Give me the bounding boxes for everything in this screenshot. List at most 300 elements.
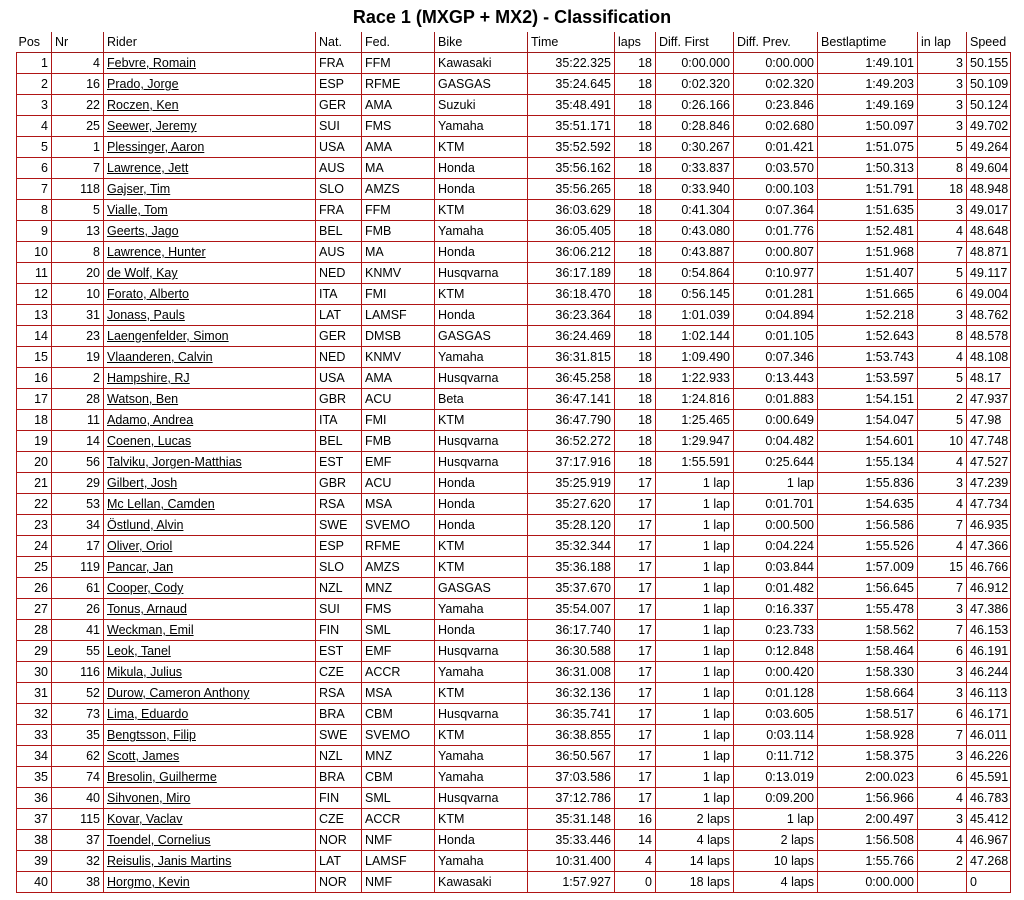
speed-cell: 47.98	[967, 410, 1011, 431]
rider-link[interactable]: Bresolin, Guilherme	[107, 770, 217, 784]
rider-cell	[104, 74, 316, 95]
rider-cell	[104, 851, 316, 872]
speed-cell: 47.748	[967, 431, 1011, 452]
table-row	[17, 200, 1011, 221]
nr-cell: 116	[52, 662, 104, 683]
laps-cell: 18	[615, 368, 656, 389]
fed-cell: LAMSF	[362, 305, 435, 326]
diff-first-cell: 1:22.933	[656, 368, 734, 389]
bike-cell: KTM	[435, 410, 528, 431]
fed-cell: AMA	[362, 368, 435, 389]
bestlaptime-cell: 0:00.000	[818, 872, 918, 893]
in-lap-cell: 6	[918, 284, 967, 305]
diff-first-cell: 4 laps	[656, 830, 734, 851]
pos-cell: 4	[17, 116, 52, 137]
time-cell: 36:17.189	[528, 263, 615, 284]
laps-cell: 17	[615, 515, 656, 536]
pos-cell: 19	[17, 431, 52, 452]
diff-first-cell: 0:33.837	[656, 158, 734, 179]
table-row	[17, 809, 1011, 830]
nr-cell: 32	[52, 851, 104, 872]
time-cell: 36:50.567	[528, 746, 615, 767]
pos-cell: 10	[17, 242, 52, 263]
diff-prev-cell: 0:01.482	[734, 578, 818, 599]
laps-cell: 17	[615, 725, 656, 746]
rider-cell	[104, 368, 316, 389]
fed-cell: RFME	[362, 74, 435, 95]
diff-first-cell: 1:29.947	[656, 431, 734, 452]
rider-cell	[104, 494, 316, 515]
rider-cell	[104, 53, 316, 74]
rider-link[interactable]: Lawrence, Jett	[107, 161, 189, 175]
diff-prev-cell: 0:01.701	[734, 494, 818, 515]
bike-cell: KTM	[435, 137, 528, 158]
rider-link[interactable]: Pancar, Jan	[107, 560, 174, 574]
rider-link[interactable]: Gajser, Tim	[107, 182, 171, 196]
laps-cell: 18	[615, 452, 656, 473]
nr-cell: 28	[52, 389, 104, 410]
bike-cell: Honda	[435, 620, 528, 641]
bestlaptime-cell: 1:51.968	[818, 242, 918, 263]
pos-cell: 34	[17, 746, 52, 767]
diff-first-cell: 1 lap	[656, 473, 734, 494]
pos-cell: 35	[17, 767, 52, 788]
speed-cell: 47.386	[967, 599, 1011, 620]
speed-cell: 0	[967, 872, 1011, 893]
speed-cell: 49.017	[967, 200, 1011, 221]
fed-cell: MNZ	[362, 578, 435, 599]
in-lap-cell: 6	[918, 704, 967, 725]
pos-cell: 36	[17, 788, 52, 809]
nat-cell: FIN	[316, 620, 362, 641]
nr-cell: 41	[52, 620, 104, 641]
table-row	[17, 746, 1011, 767]
time-cell: 35:31.148	[528, 809, 615, 830]
fed-cell: FMI	[362, 284, 435, 305]
nat-cell: EST	[316, 641, 362, 662]
pos-cell: 30	[17, 662, 52, 683]
in-lap-cell: 7	[918, 578, 967, 599]
diff-prev-cell: 0:10.977	[734, 263, 818, 284]
rider-cell	[104, 116, 316, 137]
pos-cell: 14	[17, 326, 52, 347]
nat-cell: NZL	[316, 746, 362, 767]
rider-link[interactable]: Seewer, Jeremy	[107, 119, 197, 133]
rider-link[interactable]: Sihvonen, Miro	[107, 791, 191, 805]
diff-first-cell: 1 lap	[656, 788, 734, 809]
bike-cell: Beta	[435, 389, 528, 410]
in-lap-cell: 5	[918, 263, 967, 284]
nr-cell: 23	[52, 326, 104, 347]
nr-cell: 56	[52, 452, 104, 473]
time-cell: 35:54.007	[528, 599, 615, 620]
diff-prev-cell: 0:12.848	[734, 641, 818, 662]
bestlaptime-cell: 1:58.464	[818, 641, 918, 662]
fed-cell: CBM	[362, 767, 435, 788]
rider-link[interactable]: Plessinger, Aaron	[107, 140, 205, 154]
rider-cell	[104, 284, 316, 305]
column-header-nat: Nat.	[316, 32, 362, 53]
bike-cell: Honda	[435, 830, 528, 851]
rider-link[interactable]: Lawrence, Hunter	[107, 245, 206, 259]
pos-cell: 31	[17, 683, 52, 704]
rider-link[interactable]: Cooper, Cody	[107, 581, 184, 595]
rider-link[interactable]: Jonass, Pauls	[107, 308, 185, 322]
rider-link[interactable]: Oliver, Oriol	[107, 539, 173, 553]
fed-cell: FMB	[362, 221, 435, 242]
time-cell: 35:33.446	[528, 830, 615, 851]
rider-link[interactable]: Laengenfelder, Simon	[107, 329, 229, 343]
fed-cell: CBM	[362, 704, 435, 725]
pos-cell: 11	[17, 263, 52, 284]
nr-cell: 13	[52, 221, 104, 242]
nat-cell: SUI	[316, 599, 362, 620]
pos-cell: 23	[17, 515, 52, 536]
in-lap-cell: 2	[918, 851, 967, 872]
diff-prev-cell: 0:00.000	[734, 53, 818, 74]
rider-link[interactable]: Lima, Eduardo	[107, 707, 189, 721]
nr-cell: 118	[52, 179, 104, 200]
fed-cell: ACU	[362, 473, 435, 494]
bestlaptime-cell: 1:56.586	[818, 515, 918, 536]
pos-cell: 21	[17, 473, 52, 494]
bestlaptime-cell: 1:57.009	[818, 557, 918, 578]
pos-cell: 1	[17, 53, 52, 74]
diff-prev-cell: 0:23.846	[734, 95, 818, 116]
diff-prev-cell: 0:13.443	[734, 368, 818, 389]
nat-cell: NOR	[316, 872, 362, 893]
table-row	[17, 641, 1011, 662]
diff-prev-cell: 0:00.420	[734, 662, 818, 683]
table-row	[17, 221, 1011, 242]
laps-cell: 18	[615, 326, 656, 347]
fed-cell: RFME	[362, 536, 435, 557]
rider-link[interactable]: Östlund, Alvin	[107, 518, 184, 532]
rider-cell	[104, 410, 316, 431]
table-row	[17, 242, 1011, 263]
laps-cell: 18	[615, 431, 656, 452]
rider-cell	[104, 599, 316, 620]
diff-prev-cell: 0:03.114	[734, 725, 818, 746]
nr-cell: 115	[52, 809, 104, 830]
nat-cell: GBR	[316, 473, 362, 494]
in-lap-cell: 6	[918, 641, 967, 662]
column-header-rider: Rider	[104, 32, 316, 53]
pos-cell: 24	[17, 536, 52, 557]
nr-cell: 52	[52, 683, 104, 704]
bestlaptime-cell: 1:58.375	[818, 746, 918, 767]
speed-cell: 45.412	[967, 809, 1011, 830]
column-header-speed: Speed	[967, 32, 1011, 53]
bestlaptime-cell: 1:58.928	[818, 725, 918, 746]
bike-cell: KTM	[435, 284, 528, 305]
bike-cell: Husqvarna	[435, 368, 528, 389]
pos-cell: 8	[17, 200, 52, 221]
diff-first-cell: 0:00.000	[656, 53, 734, 74]
pos-cell: 13	[17, 305, 52, 326]
table-row	[17, 410, 1011, 431]
nat-cell: USA	[316, 137, 362, 158]
nr-cell: 11	[52, 410, 104, 431]
column-header-in-lap: in lap	[918, 32, 967, 53]
nr-cell: 38	[52, 872, 104, 893]
rider-cell	[104, 242, 316, 263]
diff-prev-cell: 0:03.570	[734, 158, 818, 179]
pos-cell: 26	[17, 578, 52, 599]
bike-cell: Kawasaki	[435, 872, 528, 893]
table-row	[17, 137, 1011, 158]
rider-cell	[104, 452, 316, 473]
laps-cell: 17	[615, 704, 656, 725]
laps-cell: 17	[615, 557, 656, 578]
rider-link[interactable]: Horgmo, Kevin	[107, 875, 190, 889]
rider-cell	[104, 704, 316, 725]
in-lap-cell: 7	[918, 620, 967, 641]
nr-cell: 73	[52, 704, 104, 725]
rider-link[interactable]: Vlaanderen, Calvin	[107, 350, 213, 364]
rider-link[interactable]: Talviku, Jorgen-Matthias	[107, 455, 242, 469]
bestlaptime-cell: 1:58.664	[818, 683, 918, 704]
in-lap-cell: 3	[918, 200, 967, 221]
diff-prev-cell: 0:04.224	[734, 536, 818, 557]
diff-prev-cell: 0:01.105	[734, 326, 818, 347]
in-lap-cell: 3	[918, 116, 967, 137]
nr-cell: 19	[52, 347, 104, 368]
rider-cell	[104, 221, 316, 242]
rider-cell	[104, 389, 316, 410]
rider-link[interactable]: Gilbert, Josh	[107, 476, 178, 490]
speed-cell: 48.762	[967, 305, 1011, 326]
time-cell: 35:32.344	[528, 536, 615, 557]
rider-cell	[104, 662, 316, 683]
diff-prev-cell: 2 laps	[734, 830, 818, 851]
rider-link[interactable]: Durow, Cameron Anthony	[107, 686, 250, 700]
laps-cell: 18	[615, 95, 656, 116]
bike-cell: Yamaha	[435, 767, 528, 788]
rider-cell	[104, 200, 316, 221]
table-row	[17, 347, 1011, 368]
bike-cell: Husqvarna	[435, 788, 528, 809]
nat-cell: ITA	[316, 284, 362, 305]
rider-link[interactable]: Coenen, Lucas	[107, 434, 192, 448]
table-row	[17, 263, 1011, 284]
column-header-bike: Bike	[435, 32, 528, 53]
rider-link[interactable]: Forato, Alberto	[107, 287, 189, 301]
bike-cell: KTM	[435, 536, 528, 557]
table-row	[17, 95, 1011, 116]
nr-cell: 37	[52, 830, 104, 851]
bestlaptime-cell: 2:00.497	[818, 809, 918, 830]
diff-prev-cell: 0:23.733	[734, 620, 818, 641]
speed-cell: 50.124	[967, 95, 1011, 116]
pos-cell: 25	[17, 557, 52, 578]
laps-cell: 18	[615, 284, 656, 305]
rider-link[interactable]: Reisulis, Janis Martins	[107, 854, 232, 868]
in-lap-cell: 3	[918, 746, 967, 767]
time-cell: 36:45.258	[528, 368, 615, 389]
fed-cell: MSA	[362, 494, 435, 515]
rider-link[interactable]: Roczen, Ken	[107, 98, 179, 112]
rider-link[interactable]: Mikula, Julius	[107, 665, 183, 679]
rider-link[interactable]: Hampshire, RJ	[107, 371, 190, 385]
fed-cell: EMF	[362, 452, 435, 473]
rider-link[interactable]: de Wolf, Kay	[107, 266, 178, 280]
table-row	[17, 368, 1011, 389]
bestlaptime-cell: 1:49.203	[818, 74, 918, 95]
diff-prev-cell: 0:07.346	[734, 347, 818, 368]
fed-cell: MA	[362, 158, 435, 179]
diff-first-cell: 1 lap	[656, 557, 734, 578]
fed-cell: ACCR	[362, 662, 435, 683]
nr-cell: 5	[52, 200, 104, 221]
pos-cell: 12	[17, 284, 52, 305]
nat-cell: GER	[316, 326, 362, 347]
rider-link[interactable]: Vialle, Tom	[107, 203, 168, 217]
rider-link[interactable]: Adamo, Andrea	[107, 413, 194, 427]
diff-prev-cell: 0:03.605	[734, 704, 818, 725]
time-cell: 36:38.855	[528, 725, 615, 746]
diff-first-cell: 1 lap	[656, 641, 734, 662]
nr-cell: 55	[52, 641, 104, 662]
fed-cell: EMF	[362, 641, 435, 662]
rider-link[interactable]: Mc Lellan, Camden	[107, 497, 215, 511]
rider-link[interactable]: Geerts, Jago	[107, 224, 179, 238]
rider-cell	[104, 515, 316, 536]
speed-cell: 46.226	[967, 746, 1011, 767]
fed-cell: MSA	[362, 683, 435, 704]
bestlaptime-cell: 1:50.313	[818, 158, 918, 179]
nat-cell: ESP	[316, 74, 362, 95]
rider-link[interactable]: Toendel, Cornelius	[107, 833, 211, 847]
nr-cell: 61	[52, 578, 104, 599]
column-header-bestlaptime: Bestlaptime	[818, 32, 918, 53]
diff-first-cell: 0:56.145	[656, 284, 734, 305]
nat-cell: FRA	[316, 200, 362, 221]
rider-cell	[104, 767, 316, 788]
pos-cell: 33	[17, 725, 52, 746]
laps-cell: 17	[615, 578, 656, 599]
table-row	[17, 578, 1011, 599]
table-row	[17, 599, 1011, 620]
laps-cell: 18	[615, 137, 656, 158]
diff-first-cell: 1 lap	[656, 515, 734, 536]
rider-link[interactable]: Scott, James	[107, 749, 180, 763]
diff-first-cell: 18 laps	[656, 872, 734, 893]
rider-link[interactable]: Watson, Ben	[107, 392, 179, 406]
pos-cell: 18	[17, 410, 52, 431]
bestlaptime-cell: 1:54.601	[818, 431, 918, 452]
in-lap-cell: 18	[918, 179, 967, 200]
speed-cell: 48.948	[967, 179, 1011, 200]
bike-cell: Honda	[435, 515, 528, 536]
bestlaptime-cell: 1:56.508	[818, 830, 918, 851]
in-lap-cell	[918, 872, 967, 893]
nat-cell: SWE	[316, 725, 362, 746]
nr-cell: 26	[52, 599, 104, 620]
rider-link[interactable]: Febvre, Romain	[107, 56, 196, 70]
bestlaptime-cell: 1:51.665	[818, 284, 918, 305]
nat-cell: RSA	[316, 683, 362, 704]
nr-cell: 14	[52, 431, 104, 452]
in-lap-cell: 3	[918, 305, 967, 326]
fed-cell: ACCR	[362, 809, 435, 830]
nr-cell: 40	[52, 788, 104, 809]
laps-cell: 18	[615, 200, 656, 221]
rider-cell	[104, 95, 316, 116]
diff-first-cell: 1 lap	[656, 704, 734, 725]
table-row	[17, 620, 1011, 641]
rider-cell	[104, 872, 316, 893]
bike-cell: Honda	[435, 179, 528, 200]
rider-link[interactable]: Prado, Jorge	[107, 77, 179, 91]
in-lap-cell: 5	[918, 137, 967, 158]
time-cell: 35:22.325	[528, 53, 615, 74]
diff-prev-cell: 0:09.200	[734, 788, 818, 809]
fed-cell: MNZ	[362, 746, 435, 767]
diff-first-cell: 0:02.320	[656, 74, 734, 95]
diff-prev-cell: 0:02.320	[734, 74, 818, 95]
bike-cell: Yamaha	[435, 221, 528, 242]
column-header-diff-first: Diff. First	[656, 32, 734, 53]
rider-link[interactable]: Kovar, Vaclav	[107, 812, 183, 826]
diff-prev-cell: 0:01.421	[734, 137, 818, 158]
time-cell: 37:03.586	[528, 767, 615, 788]
rider-link[interactable]: Tonus, Arnaud	[107, 602, 187, 616]
in-lap-cell: 5	[918, 410, 967, 431]
laps-cell: 18	[615, 389, 656, 410]
speed-cell: 49.264	[967, 137, 1011, 158]
column-header-time: Time	[528, 32, 615, 53]
laps-cell: 14	[615, 830, 656, 851]
table-row	[17, 431, 1011, 452]
table-row	[17, 830, 1011, 851]
laps-cell: 18	[615, 305, 656, 326]
bestlaptime-cell: 1:50.097	[818, 116, 918, 137]
rider-link[interactable]: Leok, Tanel	[107, 644, 171, 658]
in-lap-cell: 4	[918, 452, 967, 473]
nr-cell: 22	[52, 95, 104, 116]
rider-link[interactable]: Bengtsson, Filip	[107, 728, 196, 742]
in-lap-cell: 3	[918, 662, 967, 683]
bestlaptime-cell: 1:53.597	[818, 368, 918, 389]
table-row	[17, 116, 1011, 137]
time-cell: 36:23.364	[528, 305, 615, 326]
laps-cell: 17	[615, 788, 656, 809]
bestlaptime-cell: 1:51.075	[818, 137, 918, 158]
diff-first-cell: 1 lap	[656, 599, 734, 620]
nat-cell: GBR	[316, 389, 362, 410]
rider-cell	[104, 431, 316, 452]
bestlaptime-cell: 1:53.743	[818, 347, 918, 368]
rider-link[interactable]: Weckman, Emil	[107, 623, 194, 637]
fed-cell: FMB	[362, 431, 435, 452]
in-lap-cell: 4	[918, 536, 967, 557]
bike-cell: Honda	[435, 158, 528, 179]
speed-cell: 50.155	[967, 53, 1011, 74]
rider-cell	[104, 347, 316, 368]
laps-cell: 18	[615, 179, 656, 200]
diff-first-cell: 0:43.887	[656, 242, 734, 263]
diff-prev-cell: 0:04.482	[734, 431, 818, 452]
rider-cell	[104, 179, 316, 200]
laps-cell: 17	[615, 494, 656, 515]
rider-cell	[104, 263, 316, 284]
diff-first-cell: 0:43.080	[656, 221, 734, 242]
column-header-nr: Nr	[52, 32, 104, 53]
diff-first-cell: 0:28.846	[656, 116, 734, 137]
laps-cell: 17	[615, 767, 656, 788]
in-lap-cell: 4	[918, 494, 967, 515]
